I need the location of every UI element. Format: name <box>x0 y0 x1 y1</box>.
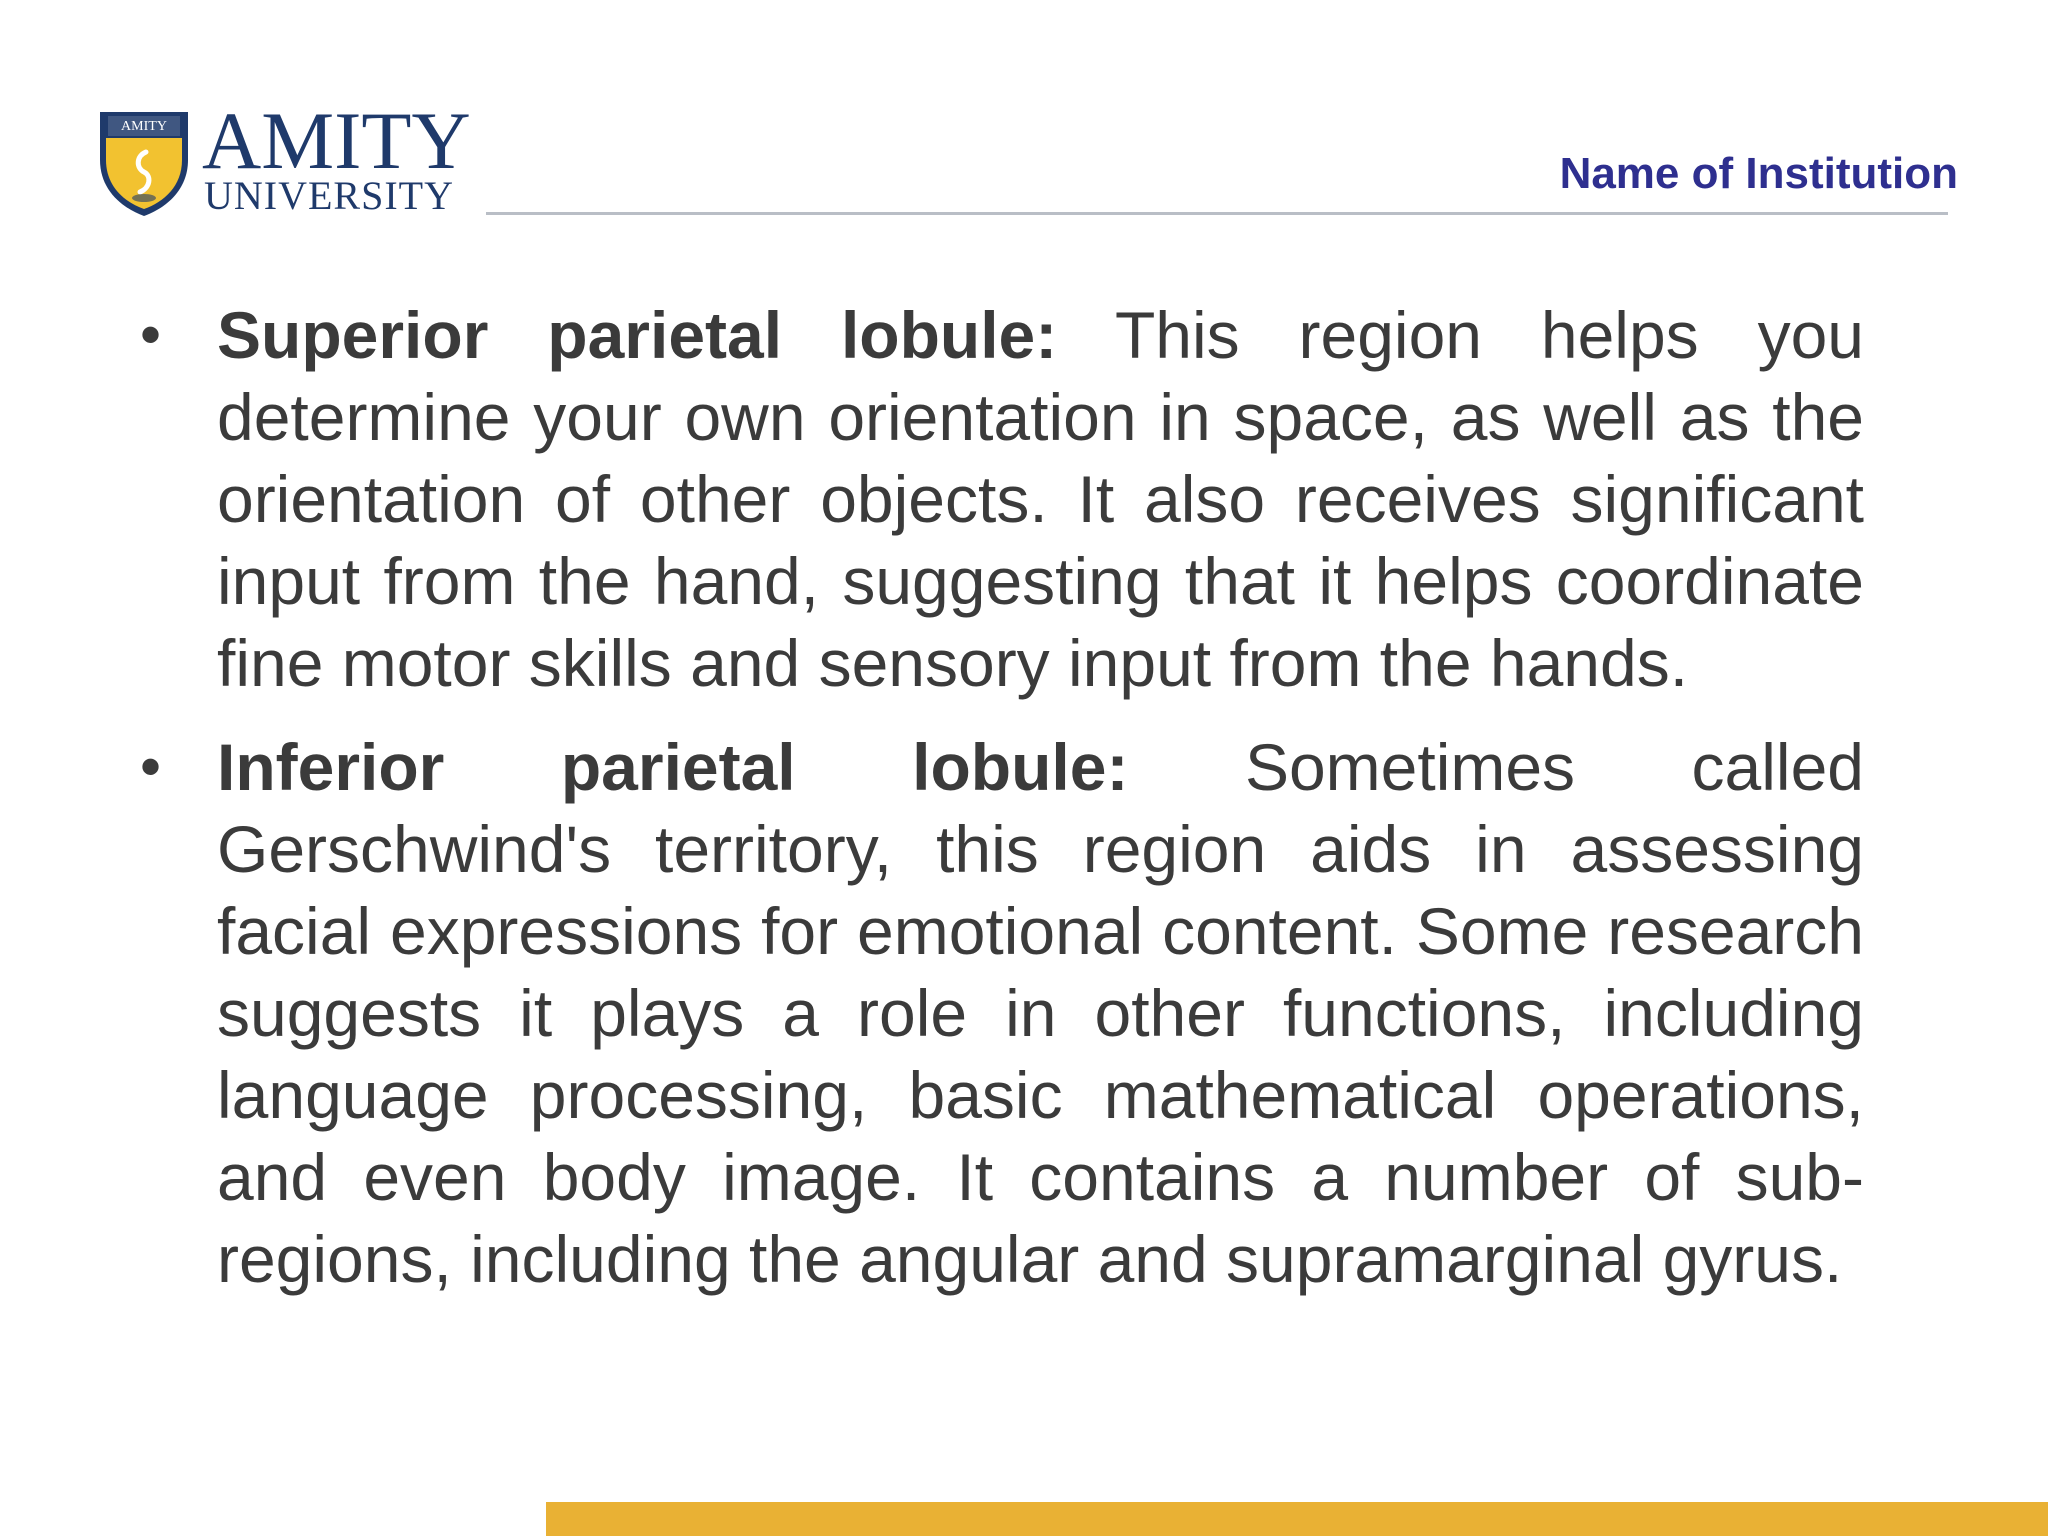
header-divider <box>486 212 1948 215</box>
bullet-icon: • <box>140 301 162 368</box>
amity-university-logo <box>96 95 471 218</box>
svg-text:AMITY: AMITY <box>121 119 167 134</box>
bullet-term: Inferior parietal lobule: <box>217 730 1129 804</box>
bullet-item-superior-parietal-lobule <box>140 294 1864 704</box>
slide-content <box>140 294 1864 1322</box>
bullet-text: This region helps you determine your own orientation in space, as well as the orientation of other objects. It also receives significant input from the hand, suggesting that it helps coordinate fine motor skills and sensory input from the hands. <box>217 298 1864 700</box>
bullet-icon: • <box>140 733 162 800</box>
bullet-text: Sometimes called Gerschwind's territory, this region aids in assessing facial expressions for emotional content. Some research suggests it plays a role in other functions, including language processing, basic mathematical operations, and even body image. It contains a number of sub-regions, including the angular and supramarginal gyrus. <box>217 730 1864 1296</box>
footer-accent-bar <box>546 1502 2048 1536</box>
bullet-term: Superior parietal lobule: <box>217 298 1058 372</box>
logo-wordmark: AMITY <box>202 95 471 186</box>
logo-subtitle: UNIVERSITY <box>204 173 454 218</box>
shield-icon <box>96 108 192 218</box>
bullet-item-inferior-parietal-lobule <box>140 726 1864 1300</box>
institution-name: Name of Institution <box>1559 149 1958 198</box>
